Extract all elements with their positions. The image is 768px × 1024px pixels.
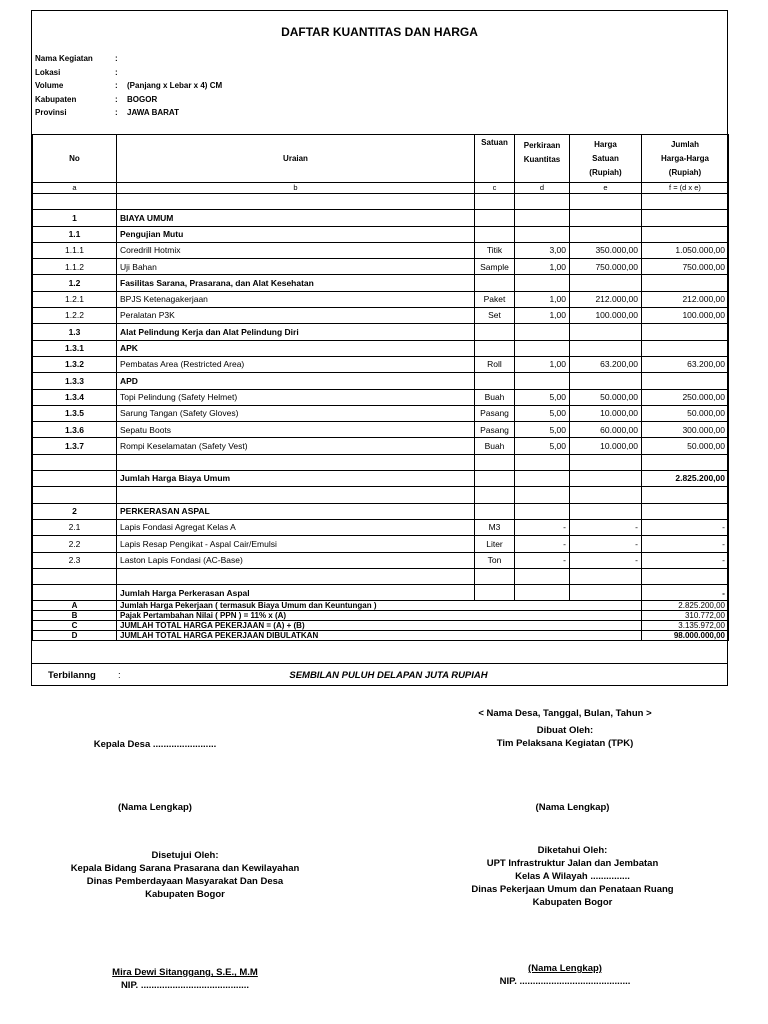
cell-no: 2.2 (33, 536, 117, 552)
nama-lengkap-right: (Nama Lengkap) (535, 802, 610, 813)
place-date: < Nama Desa, Tanggal, Bulan, Tahun > (478, 708, 652, 719)
cell-jumlah: - (642, 536, 729, 552)
kepala-desa-label: Kepala Desa ........................ (93, 739, 217, 750)
table-row (33, 210, 729, 226)
cell-uraian: BIAYA UMUM (117, 210, 475, 226)
cell-uraian (117, 487, 475, 503)
cell-uraian: Peralatan P3K (117, 308, 475, 324)
cell-uraian (117, 454, 475, 470)
cell-satuan: Pasang (475, 422, 515, 438)
cell-uraian: Laston Lapis Fondasi (AC-Base) (117, 552, 475, 568)
cell-no: 1.3.4 (33, 389, 117, 405)
table-row (33, 308, 729, 324)
cell-satuan: Liter (475, 536, 515, 552)
cell-no: 1.3.5 (33, 405, 117, 421)
cell-satuan (475, 226, 515, 242)
cell-harga: 212.000,00 (570, 291, 642, 307)
diketahui-oleh: Diketahui Oleh: (537, 845, 608, 856)
cell-jumlah (642, 340, 729, 356)
summary-label: JUMLAH TOTAL HARGA PEKERJAAN DIBULATKAN (117, 631, 642, 641)
cell-harga (570, 194, 642, 210)
cell-qty (515, 454, 570, 470)
cell-uraian (117, 194, 475, 210)
summary-row (33, 631, 729, 641)
cell-qty (515, 275, 570, 291)
cell-qty (515, 585, 570, 601)
table-row (33, 356, 729, 372)
disetujui-oleh: Disetujui Oleh: (151, 850, 219, 861)
header-jumlah: Jumlah Harga-Harga (Rupiah) (642, 135, 729, 183)
cell-harga (570, 568, 642, 584)
cell-jumlah (642, 194, 729, 210)
cell-satuan: Titik (475, 242, 515, 258)
header-satuan: Satuan (475, 135, 515, 183)
cell-uraian: Sepatu Boots (117, 422, 475, 438)
cell-jumlah: 212.000,00 (642, 291, 729, 307)
boq-table (32, 134, 729, 641)
cell-uraian: Topi Pelindung (Safety Helmet) (117, 389, 475, 405)
nama-lengkap-left: (Nama Lengkap) (118, 802, 192, 813)
table-row (33, 471, 729, 487)
summary-value: 2.825.200,00 (642, 601, 729, 611)
cell-jumlah: 750.000,00 (642, 259, 729, 275)
cell-jumlah (642, 275, 729, 291)
table-row (33, 422, 729, 438)
cell-qty: 1,00 (515, 308, 570, 324)
cell-satuan (475, 324, 515, 340)
summary-value: 310.772,00 (642, 611, 729, 621)
cell-jumlah (642, 503, 729, 519)
cell-qty: 1,00 (515, 291, 570, 307)
cell-harga (570, 373, 642, 389)
cell-no: 1 (33, 210, 117, 226)
cell-qty (515, 373, 570, 389)
cell-uraian: BPJS Ketenagakerjaan (117, 291, 475, 307)
table-row (33, 324, 729, 340)
right-signatory-name: (Nama Lengkap) (528, 963, 602, 974)
header-kuantitas: Perkiraan Kuantitas (515, 135, 570, 183)
table-row (33, 242, 729, 258)
cell-qty (515, 503, 570, 519)
column-letter-row: a b c d e f = (d x e) (33, 183, 729, 194)
cell-jumlah (642, 226, 729, 242)
cell-satuan (475, 340, 515, 356)
cell-harga: 10.000,00 (570, 405, 642, 421)
table-row (33, 389, 729, 405)
cell-no: 1.3.7 (33, 438, 117, 454)
cell-satuan (475, 503, 515, 519)
table-header-row (33, 135, 729, 183)
cell-uraian: Jumlah Harga Perkerasan Aspal (117, 585, 475, 601)
cell-satuan (475, 275, 515, 291)
document-title: DAFTAR KUANTITAS DAN HARGA (281, 25, 478, 39)
table-row (33, 226, 729, 242)
cell-qty: 1,00 (515, 356, 570, 372)
table-row (33, 291, 729, 307)
cell-no: 1.1.2 (33, 259, 117, 275)
cell-no (33, 454, 117, 470)
summary-label: Pajak Pertambahan Nilai ( PPN ) = 11% x (A) (117, 611, 642, 621)
cell-no (33, 568, 117, 584)
cell-jumlah (642, 210, 729, 226)
terbilang-row: Terbilanng : SEMBILAN PULUH DELAPAN JUTA RUPIAH (32, 663, 727, 686)
cell-harga: 100.000,00 (570, 308, 642, 324)
info-row-kabupaten: Kabupaten : BOGOR (35, 94, 158, 104)
cell-uraian: Pengujian Mutu (117, 226, 475, 242)
cell-satuan (475, 585, 515, 601)
table-row (33, 519, 729, 535)
cell-harga (570, 454, 642, 470)
table-row (33, 259, 729, 275)
cell-no: 1.3.3 (33, 373, 117, 389)
cell-qty: 5,00 (515, 389, 570, 405)
cell-jumlah: 2.825.200,00 (642, 471, 729, 487)
cell-jumlah: 100.000,00 (642, 308, 729, 324)
cell-no: 1.1 (33, 226, 117, 242)
cell-no (33, 585, 117, 601)
cell-satuan: Buah (475, 438, 515, 454)
cell-jumlah: - (642, 552, 729, 568)
cell-uraian: Lapis Fondasi Agregat Kelas A (117, 519, 475, 535)
cell-uraian: Alat Pelindung Kerja dan Alat Pelindung Diri (117, 324, 475, 340)
boq-body (33, 194, 729, 601)
cell-no: 1.3.1 (33, 340, 117, 356)
cell-uraian: Rompi Keselamatan (Safety Vest) (117, 438, 475, 454)
cell-satuan: Buah (475, 389, 515, 405)
table-row (33, 454, 729, 470)
cell-qty: 5,00 (515, 422, 570, 438)
summary-no: B (33, 611, 117, 621)
info-row-nama-kegiatan: Nama Kegiatan : (35, 54, 118, 63)
cell-satuan (475, 194, 515, 210)
table-row (33, 568, 729, 584)
table-row (33, 340, 729, 356)
cell-qty: - (515, 536, 570, 552)
table-row (33, 552, 729, 568)
cell-no: 2.3 (33, 552, 117, 568)
right-nip: NIP. .......................................... (499, 976, 631, 987)
cell-qty: 5,00 (515, 405, 570, 421)
summary-row (33, 611, 729, 621)
table-row (33, 405, 729, 421)
cell-no (33, 487, 117, 503)
cell-jumlah (642, 324, 729, 340)
cell-no: 1.3.6 (33, 422, 117, 438)
cell-qty (515, 487, 570, 503)
info-row-volume: Volume : (Panjang x Lebar x 4) CM (35, 81, 223, 90)
cell-harga (570, 471, 642, 487)
cell-satuan: Paket (475, 291, 515, 307)
cell-harga (570, 585, 642, 601)
summary-no: D (33, 631, 117, 641)
cell-harga (570, 487, 642, 503)
cell-qty: 5,00 (515, 438, 570, 454)
table-row (33, 585, 729, 601)
cell-harga: 63.200,00 (570, 356, 642, 372)
cell-satuan: Pasang (475, 405, 515, 421)
info-row-provinsi: Provinsi : JAWA BARAT (35, 108, 179, 117)
summary-body (33, 601, 729, 641)
tpk-label: Tim Pelaksana Kegiatan (TPK) (496, 738, 634, 749)
cell-no: 1.2.2 (33, 308, 117, 324)
summary-value: 3.135.972,00 (642, 621, 729, 631)
summary-no: A (33, 601, 117, 611)
cell-harga: - (570, 552, 642, 568)
cell-jumlah: 1.050.000,00 (642, 242, 729, 258)
cell-no: 1.3 (33, 324, 117, 340)
cell-harga: 10.000,00 (570, 438, 642, 454)
cell-harga (570, 340, 642, 356)
cell-uraian: APD (117, 373, 475, 389)
cell-qty (515, 324, 570, 340)
left-signatory-name: Mira Dewi Sitanggang, S.E., M.M (112, 967, 258, 978)
cell-no: 1.2.1 (33, 291, 117, 307)
header-uraian: Uraian (117, 135, 475, 183)
dibuat-oleh: Dibuat Oleh: (536, 725, 594, 736)
left-nip: NIP. ......................................... (120, 980, 250, 991)
cell-satuan: M3 (475, 519, 515, 535)
cell-harga: 350.000,00 (570, 242, 642, 258)
cell-no: 2.1 (33, 519, 117, 535)
summary-row (33, 621, 729, 631)
cell-no (33, 194, 117, 210)
table-row (33, 438, 729, 454)
cell-jumlah: - (642, 519, 729, 535)
boq-sheet (31, 10, 728, 686)
summary-no: C (33, 621, 117, 631)
cell-jumlah: 250.000,00 (642, 389, 729, 405)
cell-satuan: Set (475, 308, 515, 324)
cell-jumlah: 50.000,00 (642, 438, 729, 454)
cell-harga: 60.000,00 (570, 422, 642, 438)
cell-uraian: PERKERASAN ASPAL (117, 503, 475, 519)
cell-jumlah: - (642, 585, 729, 601)
info-block (35, 54, 222, 122)
header-harga: Harga Satuan (Rupiah) (570, 135, 642, 183)
cell-qty (515, 194, 570, 210)
cell-harga: 750.000,00 (570, 259, 642, 275)
cell-uraian: APK (117, 340, 475, 356)
cell-no (33, 471, 117, 487)
cell-uraian: Pembatas Area (Restricted Area) (117, 356, 475, 372)
cell-satuan (475, 568, 515, 584)
cell-jumlah (642, 487, 729, 503)
table-row (33, 194, 729, 210)
cell-no: 2 (33, 503, 117, 519)
cell-satuan (475, 471, 515, 487)
cell-uraian: Uji Bahan (117, 259, 475, 275)
cell-uraian: Jumlah Harga Biaya Umum (117, 471, 475, 487)
header-no: No (33, 135, 117, 183)
cell-uraian: Lapis Resap Pengikat - Aspal Cair/Emulsi (117, 536, 475, 552)
cell-no: 1.1.1 (33, 242, 117, 258)
cell-jumlah (642, 568, 729, 584)
cell-no: 1.2 (33, 275, 117, 291)
summary-row (33, 601, 729, 611)
cell-harga (570, 324, 642, 340)
terbilang-value: SEMBILAN PULUH DELAPAN JUTA RUPIAH (289, 669, 488, 681)
cell-no: 1.3.2 (33, 356, 117, 372)
cell-qty (515, 210, 570, 226)
cell-uraian (117, 568, 475, 584)
cell-satuan: Roll (475, 356, 515, 372)
cell-jumlah: 300.000,00 (642, 422, 729, 438)
summary-label: JUMLAH TOTAL HARGA PEKERJAAN = (A) + (B) (117, 621, 642, 631)
table-row (33, 536, 729, 552)
table-row (33, 373, 729, 389)
cell-jumlah: 63.200,00 (642, 356, 729, 372)
cell-qty: - (515, 552, 570, 568)
cell-satuan (475, 487, 515, 503)
cell-harga (570, 226, 642, 242)
cell-harga: - (570, 536, 642, 552)
cell-qty: 1,00 (515, 259, 570, 275)
cell-jumlah (642, 454, 729, 470)
cell-harga: 50.000,00 (570, 389, 642, 405)
cell-satuan (475, 373, 515, 389)
cell-uraian: Coredrill Hotmix (117, 242, 475, 258)
cell-satuan (475, 210, 515, 226)
table-row (33, 503, 729, 519)
cell-qty (515, 226, 570, 242)
cell-satuan: Sample (475, 259, 515, 275)
cell-satuan: Ton (475, 552, 515, 568)
cell-uraian: Sarung Tangan (Safety Gloves) (117, 405, 475, 421)
cell-uraian: Fasilitas Sarana, Prasarana, dan Alat Kesehatan (117, 275, 475, 291)
cell-harga: - (570, 519, 642, 535)
table-row (33, 275, 729, 291)
cell-qty: 3,00 (515, 242, 570, 258)
cell-satuan (475, 454, 515, 470)
table-row (33, 487, 729, 503)
cell-harga (570, 503, 642, 519)
info-row-lokasi: Lokasi : (35, 67, 118, 77)
cell-qty: - (515, 519, 570, 535)
summary-value: 98.000.000,00 (642, 631, 729, 641)
cell-harga (570, 210, 642, 226)
cell-qty (515, 568, 570, 584)
cell-jumlah (642, 373, 729, 389)
cell-jumlah: 50.000,00 (642, 405, 729, 421)
cell-harga (570, 275, 642, 291)
cell-qty (515, 471, 570, 487)
summary-label: Jumlah Harga Pekerjaan ( termasuk Biaya Umum dan Keuntungan ) (117, 601, 642, 611)
cell-qty (515, 340, 570, 356)
